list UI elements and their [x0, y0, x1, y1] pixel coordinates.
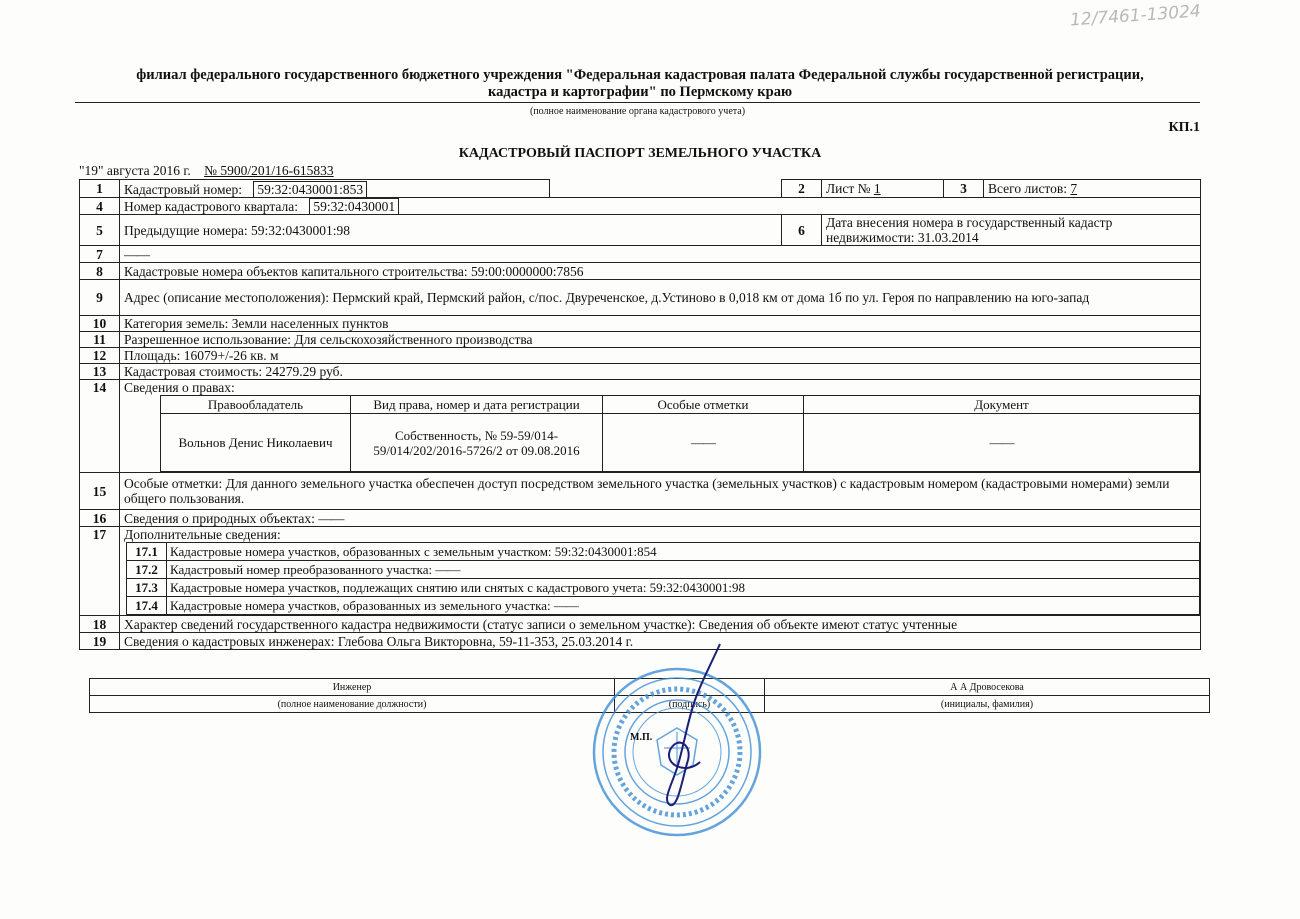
signer-name: А А Дровосекова [765, 679, 1210, 696]
organization-line-1: филиал федерального государственного бюджетного учреждения "Федеральная кадастровая палата Федеральной службы государственной регистрации, [136, 67, 1144, 83]
address: Адрес (описание местоположения): Пермский край, Пермский район, с/пос. Двуреченское, д.Устиново в 0,018 км от дома 1б по ул. Героя по направлению на юго-запад [120, 280, 1201, 316]
page-title: КАДАСТРОВЫЙ ПАСПОРТ ЗЕМЕЛЬНОГО УЧАСТКА [458, 146, 822, 161]
subrow-value: —— [435, 562, 460, 577]
row-17 [80, 527, 1201, 616]
subrow-num: 17.3 [127, 579, 167, 597]
doc-date: "19" августа 2016 г. [79, 163, 191, 178]
row-num: 15 [80, 473, 120, 510]
row-num: 16 [80, 510, 120, 527]
rights-header-document: Документ [804, 396, 1200, 414]
org-underline [75, 102, 1200, 103]
doc-date-line [79, 163, 334, 179]
row-num: 12 [80, 348, 120, 364]
row-num: 7 [80, 246, 120, 263]
subrow-text: Кадастровые номера участков, образованных с земельным участком: 59:32:0430001:854 [167, 543, 1200, 561]
row-num: 9 [80, 280, 120, 316]
row-num: 8 [80, 263, 120, 280]
subrow-17-1 [127, 543, 1200, 561]
rights-registration: Собственность, № 59-59/014-59/014/202/2016-5726/2 от 09.08.2016 [351, 414, 603, 472]
caption-signature: (подпись) [615, 696, 765, 713]
total-sheets-value: 7 [1070, 181, 1078, 196]
permitted-use: Разрешенное использование: Для сельскохозяйственного производства [120, 332, 1201, 348]
row-10 [80, 316, 1201, 332]
registration-date: Дата внесения номера в государственный кадастр недвижимости: 31.03.2014 [822, 215, 1201, 246]
row-num: 6 [782, 215, 822, 246]
caption-position: (полное наименование должности) [90, 696, 615, 713]
row-num: 18 [80, 616, 120, 633]
subrow-num: 17.4 [127, 597, 167, 615]
quarter-number-label: Номер кадастрового квартала: [124, 199, 298, 214]
rights-row [161, 414, 1200, 472]
land-category: Категория земель: Земли населенных пунктов [120, 316, 1201, 332]
form-code: КП.1 [1168, 120, 1200, 135]
rights-table [160, 395, 1200, 472]
row-num: 3 [944, 180, 984, 198]
quarter-number-value: 59:32:0430001 [309, 198, 399, 214]
rights-header-holder: Правообладатель [161, 396, 351, 414]
total-sheets-label: Всего листов: [988, 181, 1068, 196]
sheet-number-cell [822, 180, 944, 198]
row-9 [80, 280, 1201, 316]
seal-stamp [590, 640, 780, 850]
row-num: 13 [80, 364, 120, 380]
row-12 [80, 348, 1201, 364]
rights-label: Сведения о правах: [124, 380, 235, 395]
organization-name [60, 67, 1220, 101]
previous-numbers: Предыдущие номера: 59:32:0430001:98 [120, 215, 782, 246]
row-num: 5 [80, 215, 120, 246]
row-18 [80, 616, 1201, 633]
special-notes: Особые отметки: Для данного земельного участка обеспечен доступ посредством земельного участка (земельных участков) с кадастровым номером (кадастровыми номерами) земли общего пользования. [120, 473, 1201, 510]
rights-holder: Вольнов Денис Николаевич [161, 414, 351, 472]
row-num: 17 [80, 527, 120, 616]
row-num: 1 [80, 180, 120, 198]
cadastral-number-value: 59:32:0430001:853 [253, 181, 367, 197]
row-num: 11 [80, 332, 120, 348]
record-status: Характер сведений государственного кадастра недвижимости (статус записи о земельном участке): Сведения об объекте имеют статус учтенные [120, 616, 1201, 633]
row-11 [80, 332, 1201, 348]
cadastral-number-label: Кадастровый номер: [124, 181, 243, 197]
row-num: 10 [80, 316, 120, 332]
row-num: 4 [80, 198, 120, 215]
area: Площадь: 16079+/-26 кв. м [120, 348, 1201, 364]
cadastral-engineers: Сведения о кадастровых инженерах: Глебова Ольга Викторовна, 59-11-353, 25.03.2014 г. [120, 633, 1201, 650]
subrow-num: 17.1 [127, 543, 167, 561]
row-8 [80, 263, 1201, 280]
subrow-num: 17.2 [127, 561, 167, 579]
subrow-text: Кадастровый номер преобразованного участка: [170, 562, 433, 577]
row-15 [80, 473, 1201, 510]
row-7 [80, 246, 1201, 263]
subrow-17-3 [127, 579, 1200, 597]
cadastral-number-cell [120, 180, 550, 198]
row-7-value: —— [120, 246, 1201, 263]
additional-info-label: Дополнительные сведения: [124, 527, 281, 542]
row-16 [80, 510, 1201, 527]
seal-mp-label: М.П. [630, 732, 653, 743]
sheet-number-label: Лист № [826, 181, 871, 196]
rights-header-row [161, 396, 1200, 414]
rights-header-right: Вид права, номер и дата регистрации [351, 396, 603, 414]
row-num: 2 [782, 180, 822, 198]
organization-caption: (полное наименование органа кадастрового учета) [529, 106, 746, 117]
subrow-17-2 [127, 561, 1200, 579]
row-5 [80, 215, 1201, 246]
row-num: 14 [80, 380, 120, 473]
caption-name: (инициалы, фамилия) [765, 696, 1210, 713]
rights-header-notes: Особые отметки [603, 396, 804, 414]
rights-notes: —— [603, 414, 804, 472]
subrow-text: Кадастровые номера участков, подлежащих снятию или снятых с кадастрового учета: 59:32:0430001:98 [167, 579, 1200, 597]
additional-info-cell [120, 527, 1201, 616]
natural-objects-label: Сведения о природных объектах: [124, 510, 315, 526]
passport-table [79, 179, 1201, 650]
rights-document: —— [804, 414, 1200, 472]
signer-position: Инженер [90, 679, 615, 696]
doc-number: № 5900/201/16-615833 [204, 163, 334, 178]
row-14 [80, 380, 1201, 473]
row-4 [80, 198, 1201, 215]
row-num: 19 [80, 633, 120, 650]
total-sheets-cell [984, 180, 1201, 198]
organization-line-2: кадастра и картографии" по Пермскому краю [487, 84, 793, 100]
natural-objects-value: —— [318, 510, 344, 526]
subrow-17-4 [127, 597, 1200, 615]
row-13 [80, 364, 1201, 380]
subrow-value: —— [553, 598, 578, 613]
handwritten-note: 12/7461-13024 [1069, 1, 1202, 31]
capital-objects-numbers: Кадастровые номера объектов капитального строительства: 59:00:0000000:7856 [120, 263, 1201, 280]
additional-info-table [126, 542, 1200, 615]
subrow-text: Кадастровые номера участков, образованных из земельного участка: [170, 598, 551, 613]
row-1 [80, 180, 1201, 198]
sheet-number-value: 1 [873, 181, 881, 196]
rights-cell [120, 380, 1201, 473]
cadastral-value: Кадастровая стоимость: 24279.29 руб. [120, 364, 1201, 380]
